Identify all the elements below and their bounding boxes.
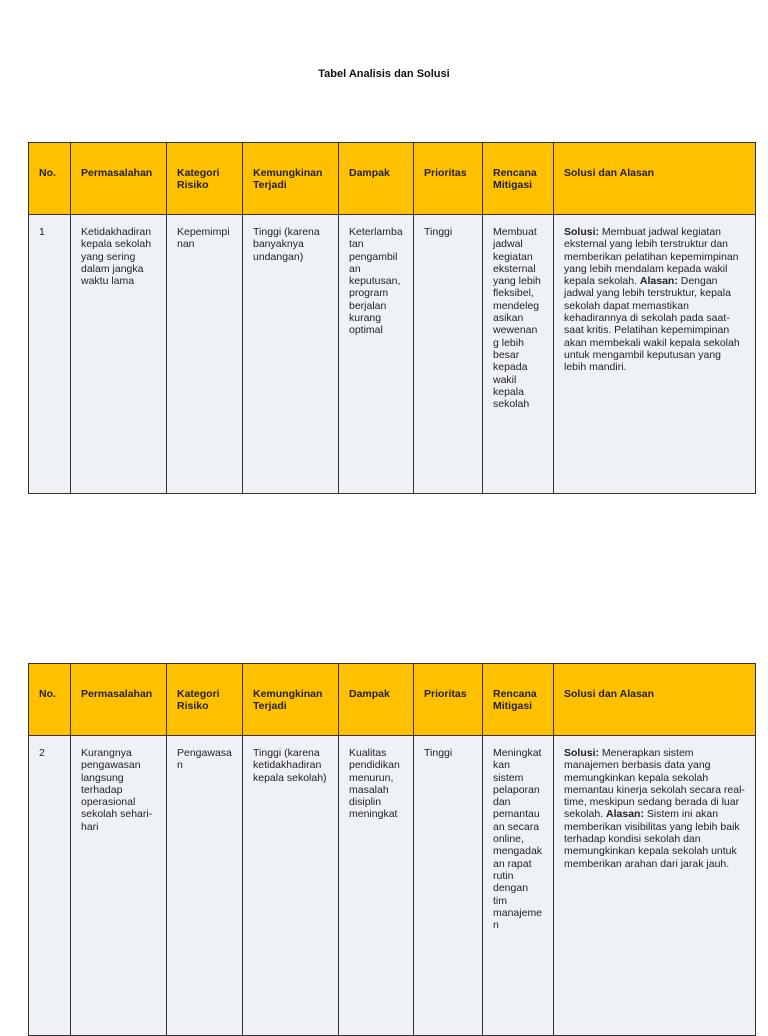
cell-kemungkinan: Tinggi (karena ketidakhadiran kepala sekolah): [243, 736, 339, 1036]
alasan-label: Alasan:: [639, 275, 678, 288]
table-row: [29, 215, 756, 494]
cell-no: 2: [29, 736, 71, 1036]
cell-dampak: Keterlambatan pengambilan keputusan, program berjalan kurang optimal: [339, 215, 414, 494]
header-kemungkinan-terjadi: Kemungkinan Terjadi: [243, 143, 339, 215]
cell-kemungkinan: Tinggi (karena banyaknya undangan): [243, 215, 339, 494]
cell-solusi-alasan: [554, 736, 756, 1036]
analysis-table-2: [28, 663, 756, 1036]
alasan-label: Alasan:: [606, 808, 644, 821]
cell-kategori: Pengawasan: [167, 736, 243, 1036]
header-prioritas: Prioritas: [414, 143, 483, 215]
header-prioritas: Prioritas: [414, 664, 483, 736]
cell-rencana: Membuat jadwal kegiatan eksternal yang lebih fleksibel, mendelegasikan wewenang lebih besar kepada wakil kepala sekolah: [483, 215, 554, 494]
header-rencana-mitigasi: Rencana Mitigasi: [483, 143, 554, 215]
table-row: [29, 736, 756, 1036]
table-header-row: [29, 143, 756, 215]
header-dampak: Dampak: [339, 143, 414, 215]
solusi-text: Menerapkan sistem manajemen berbasis data yang memungkinkan kepala sekolah memantau kinerja sekolah secara real-time, meskipun sedang berada di luar sekolah.: [564, 747, 745, 821]
header-rencana-mitigasi: Rencana Mitigasi: [483, 664, 554, 736]
solusi-label: Solusi:: [564, 226, 600, 238]
solusi-label: Solusi:: [564, 747, 600, 759]
header-dampak: Dampak: [339, 664, 414, 736]
solusi-text: Membuat jadwal kegiatan eksternal yang lebih terstruktur dan memberikan pelatihan kepemimpinan yang lebih mendalam kepada wakil kepala sekolah.: [564, 226, 739, 288]
cell-no: 1: [29, 215, 71, 494]
header-solusi-alasan: Solusi dan Alasan: [554, 664, 756, 736]
header-no: No.: [29, 143, 71, 215]
table-header-row: [29, 664, 756, 736]
cell-permasalahan: Ketidakhadiran kepala sekolah yang sering dalam jangka waktu lama: [71, 215, 167, 494]
analysis-table-1: [28, 142, 756, 494]
header-solusi-alasan: Solusi dan Alasan: [554, 143, 756, 215]
alasan-text: Sistem ini akan memberikan visibilitas yang lebih baik terhadap kondisi sekolah dan memungkinkan kepala sekolah untuk memberikan arahan dari jarak jauh.: [564, 808, 740, 870]
cell-kategori: Kepemimpinan: [167, 215, 243, 494]
header-permasalahan: Permasalahan: [71, 143, 167, 215]
cell-rencana: Meningkatkan sistem pelaporan dan pemantauan secara online, mengadakan rapat rutin dengan tim manajemen: [483, 736, 554, 1036]
header-no: No.: [29, 664, 71, 736]
header-kategori-risiko: Kategori Risiko: [167, 143, 243, 215]
document-title: Tabel Analisis dan Solusi: [318, 68, 450, 80]
cell-solusi-alasan: [554, 215, 756, 494]
header-kategori-risiko: Kategori Risiko: [167, 664, 243, 736]
header-kemungkinan-terjadi: Kemungkinan Terjadi: [243, 664, 339, 736]
cell-permasalahan: Kurangnya pengawasan langsung terhadap operasional sekolah sehari-hari: [71, 736, 167, 1036]
cell-prioritas: Tinggi: [414, 736, 483, 1036]
alasan-text: Dengan jadwal yang lebih terstruktur, kepala sekolah dapat memastikan kehadirannya di sekolah pada saat-saat kritis. Pelatihan kepemimpinan akan membekali wakil kepala sekolah untuk mengambil keputusan yang lebih mandiri.: [564, 275, 740, 374]
cell-prioritas: Tinggi: [414, 215, 483, 494]
header-permasalahan: Permasalahan: [71, 664, 167, 736]
cell-dampak: Kualitas pendidikan menurun, masalah disiplin meningkat: [339, 736, 414, 1036]
